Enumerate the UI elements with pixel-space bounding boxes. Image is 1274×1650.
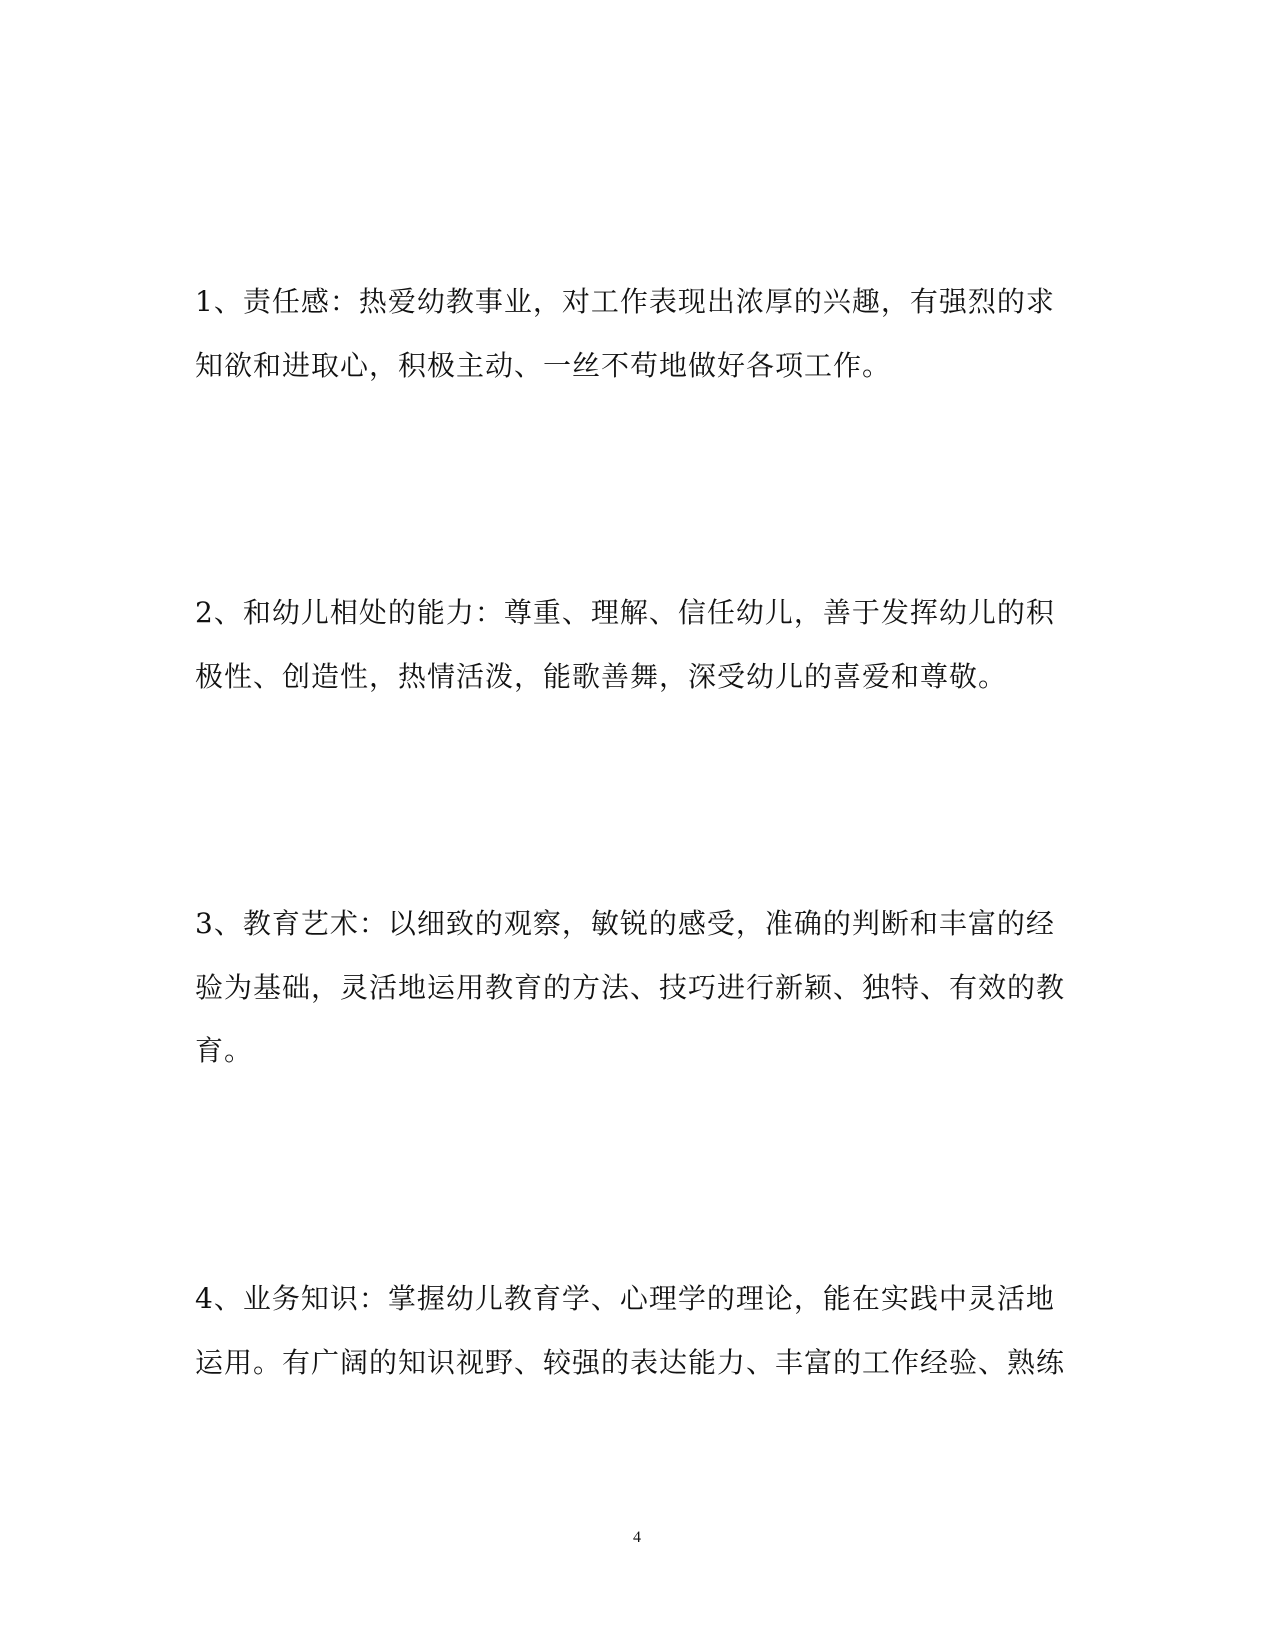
page-number: 4 xyxy=(633,1529,641,1546)
text-line: 1、责任感：热爱幼教事业，对工作表现出浓厚的兴趣，有强烈的求 xyxy=(195,285,1055,318)
text-line: 3、教育艺术：以细致的观察，敏锐的感受，准确的判断和丰富的经 xyxy=(195,907,1055,940)
text-line: 运用。有广阔的知识视野、较强的表达能力、丰富的工作经验、熟练 xyxy=(195,1346,1066,1379)
text-line: 知欲和进取心，积极主动、一丝不苟地做好各项工作。 xyxy=(195,349,892,382)
text-line: 育。 xyxy=(195,1034,254,1067)
text-line: 4、业务知识：掌握幼儿教育学、心理学的理论，能在实践中灵活地 xyxy=(195,1282,1055,1315)
text-line: 2、和幼儿相处的能力：尊重、理解、信任幼儿，善于发挥幼儿的积 xyxy=(195,596,1055,629)
text-line: 极性、创造性，热情活泼，能歌善舞，深受幼儿的喜爱和尊敬。 xyxy=(195,660,1008,693)
text-line: 验为基础，灵活地运用教育的方法、技巧进行新颖、独特、有效的教 xyxy=(195,971,1066,1004)
